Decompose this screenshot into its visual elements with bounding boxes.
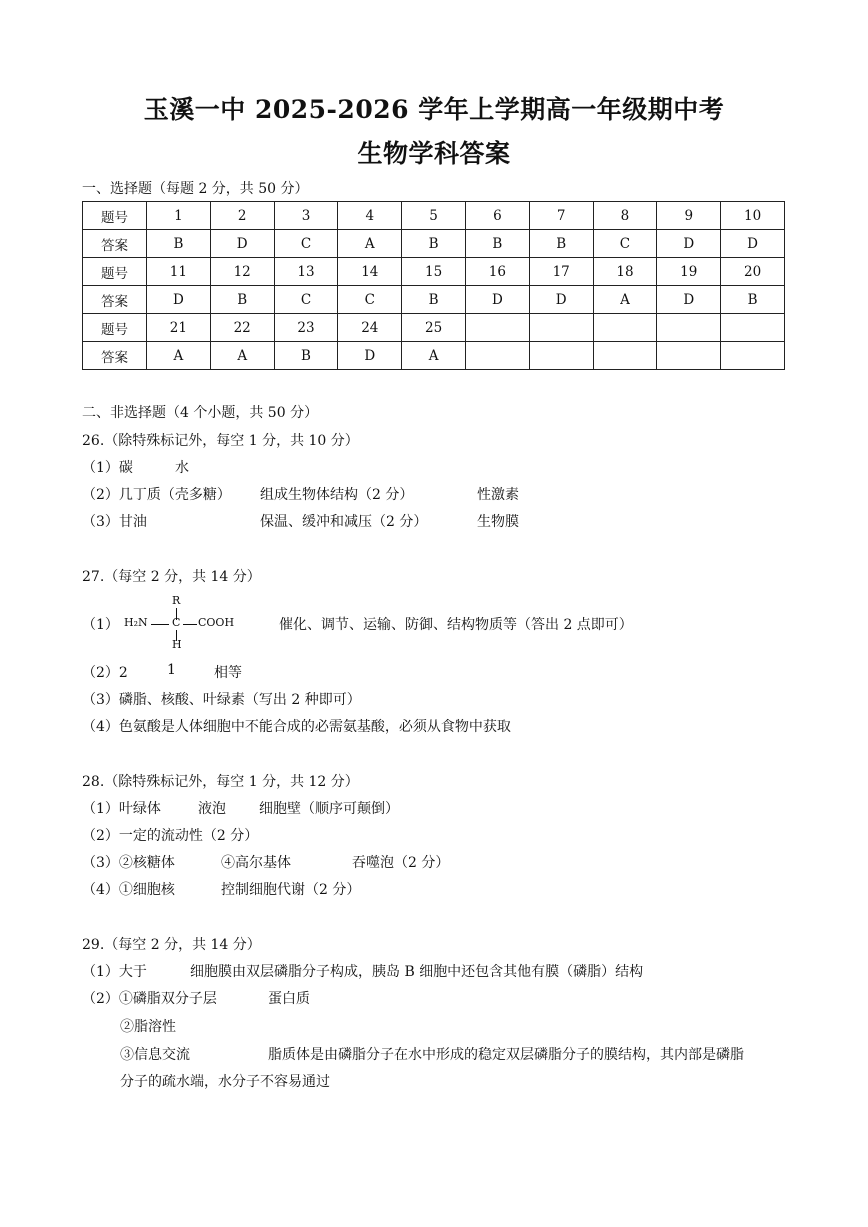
table-cell: C — [274, 286, 338, 314]
title-line2: 生物学科答案 — [357, 139, 511, 168]
q26-answer: （2）几丁质（壳多糖） — [82, 487, 231, 503]
table-cell: 13 — [274, 258, 338, 286]
table-row — [83, 230, 785, 258]
table-cell: D — [721, 230, 785, 258]
q27-answer: （2）2 — [82, 665, 128, 681]
table-cell — [593, 342, 657, 370]
table-cell: D — [465, 286, 529, 314]
q26-answer: （3）甘油 — [82, 514, 147, 530]
table-cell: B — [274, 342, 338, 370]
table-row-header: 题号 — [83, 202, 147, 230]
table-cell: 25 — [402, 314, 466, 342]
formula-h: H — [172, 638, 182, 651]
table-cell: D — [147, 286, 211, 314]
table-row — [83, 202, 785, 230]
table-cell: A — [593, 286, 657, 314]
q28-answer: 液泡 — [198, 801, 226, 817]
table-row-header: 题号 — [83, 258, 147, 286]
table-row — [83, 286, 785, 314]
section2-heading: 二、非选择题（4 个小题，共 50 分） — [82, 405, 319, 421]
q29-answer: 细胞膜由双层磷脂分子构成，胰岛 B 细胞中还包含其他有膜（磷脂）结构 — [190, 964, 644, 980]
table-row-header: 答案 — [83, 286, 147, 314]
table-cell: 22 — [210, 314, 274, 342]
table-cell: A — [147, 342, 211, 370]
q27-answer: 1 — [167, 662, 176, 678]
table-cell: 21 — [147, 314, 211, 342]
table-cell: D — [657, 286, 721, 314]
table-cell: 4 — [338, 202, 402, 230]
table-cell: 24 — [338, 314, 402, 342]
table-row-header: 题号 — [83, 314, 147, 342]
table-cell: B — [402, 230, 466, 258]
q29-answer: ③信息交流 — [120, 1047, 190, 1063]
q28-answer: ④高尔基体 — [221, 855, 291, 871]
table-cell — [657, 314, 721, 342]
table-cell: 16 — [465, 258, 529, 286]
table-cell: B — [529, 230, 593, 258]
table-cell: 2 — [210, 202, 274, 230]
table-cell — [529, 342, 593, 370]
table-row — [83, 342, 785, 370]
q29-answer: 脂质体是由磷脂分子在水中形成的稳定双层磷脂分子的膜结构，其内部是磷脂 — [268, 1047, 744, 1063]
q28-answer: 控制细胞代谢（2 分） — [221, 882, 361, 898]
q29-answer: 蛋白质 — [268, 991, 310, 1007]
q28-answer: （4）①细胞核 — [82, 882, 175, 898]
q26-answer: 性激素 — [477, 487, 519, 503]
table-cell: 7 — [529, 202, 593, 230]
q27-answer: （1） — [82, 617, 119, 633]
table-cell: 23 — [274, 314, 338, 342]
formula-h2n: H₂N — [124, 616, 148, 629]
table-row — [83, 258, 785, 286]
table-cell — [593, 314, 657, 342]
table-cell: A — [210, 342, 274, 370]
table-cell: 6 — [465, 202, 529, 230]
table-cell: A — [402, 342, 466, 370]
q26-answer: 水 — [175, 460, 189, 476]
q29-answer: 分子的疏水端，水分子不容易通过 — [120, 1074, 330, 1090]
formula-c: C — [172, 616, 181, 629]
table-cell: D — [338, 342, 402, 370]
q29-heading: 29.（每空 2 分，共 14 分） — [82, 937, 261, 953]
table-row-header: 答案 — [83, 342, 147, 370]
q26-answer: （1）碳 — [82, 460, 133, 476]
table-cell — [529, 314, 593, 342]
table-cell: 18 — [593, 258, 657, 286]
q29-answer: （2）①磷脂双分子层 — [82, 991, 217, 1007]
table-cell: B — [147, 230, 211, 258]
table-cell: 3 — [274, 202, 338, 230]
table-cell: D — [210, 230, 274, 258]
table-cell: C — [274, 230, 338, 258]
q28-heading: 28.（除特殊标记外，每空 1 分，共 12 分） — [82, 774, 359, 790]
q29-answer: ②脂溶性 — [120, 1019, 176, 1035]
table-cell — [465, 314, 529, 342]
table-cell: 9 — [657, 202, 721, 230]
q28-answer: （2）一定的流动性（2 分） — [82, 828, 259, 844]
table-cell: C — [338, 286, 402, 314]
table-cell: 1 — [147, 202, 211, 230]
q26-answer: 保温、缓冲和减压（2 分） — [260, 514, 428, 530]
table-cell: 8 — [593, 202, 657, 230]
q26-heading: 26.（除特殊标记外，每空 1 分，共 10 分） — [82, 433, 359, 449]
q28-answer: 细胞壁（顺序可颠倒） — [259, 801, 399, 817]
table-cell — [721, 314, 785, 342]
table-cell: 17 — [529, 258, 593, 286]
table-cell: B — [465, 230, 529, 258]
table-cell: 19 — [657, 258, 721, 286]
table-cell: 14 — [338, 258, 402, 286]
q28-answer: （1）叶绿体 — [82, 801, 161, 817]
table-cell: 15 — [402, 258, 466, 286]
table-cell: 12 — [210, 258, 274, 286]
table-cell: B — [210, 286, 274, 314]
table-cell — [721, 342, 785, 370]
table-cell: 5 — [402, 202, 466, 230]
q29-answer: （1）大于 — [82, 964, 147, 980]
formula-r: R — [172, 594, 181, 607]
q26-answer: 生物膜 — [477, 514, 519, 530]
table-cell: D — [529, 286, 593, 314]
table-cell: C — [593, 230, 657, 258]
q27-answer: （4）色氨酸是人体细胞中不能合成的必需氨基酸，必须从食物中获取 — [82, 719, 511, 735]
q26-answer: 组成生物体结构（2 分） — [260, 487, 414, 503]
q27-answer: 相等 — [214, 665, 242, 681]
q27-answer: （3）磷脂、核酸、叶绿素（写出 2 种即可） — [82, 692, 361, 708]
amino-acid-formula — [124, 594, 244, 654]
table-cell: 10 — [721, 202, 785, 230]
q27-answer: 催化、调节、运输、防御、结构物质等（答出 2 点即可） — [279, 617, 633, 633]
table-cell: A — [338, 230, 402, 258]
q28-answer: （3）②核糖体 — [82, 855, 175, 871]
answer-table — [82, 201, 785, 370]
formula-cooh: COOH — [198, 616, 235, 629]
table-cell: 11 — [147, 258, 211, 286]
table-cell — [657, 342, 721, 370]
q27-heading: 27.（每空 2 分，共 14 分） — [82, 569, 261, 585]
table-cell: D — [657, 230, 721, 258]
table-cell: B — [402, 286, 466, 314]
table-cell: 20 — [721, 258, 785, 286]
title-line1: 玉溪一中 2025-2026 学年上学期高一年级期中考 — [143, 95, 725, 124]
section1-heading: 一、选择题（每题 2 分，共 50 分） — [82, 181, 309, 197]
table-row-header: 答案 — [83, 230, 147, 258]
q28-answer: 吞噬泡（2 分） — [352, 855, 450, 871]
table-cell: B — [721, 286, 785, 314]
table-cell — [465, 342, 529, 370]
table-row — [83, 314, 785, 342]
